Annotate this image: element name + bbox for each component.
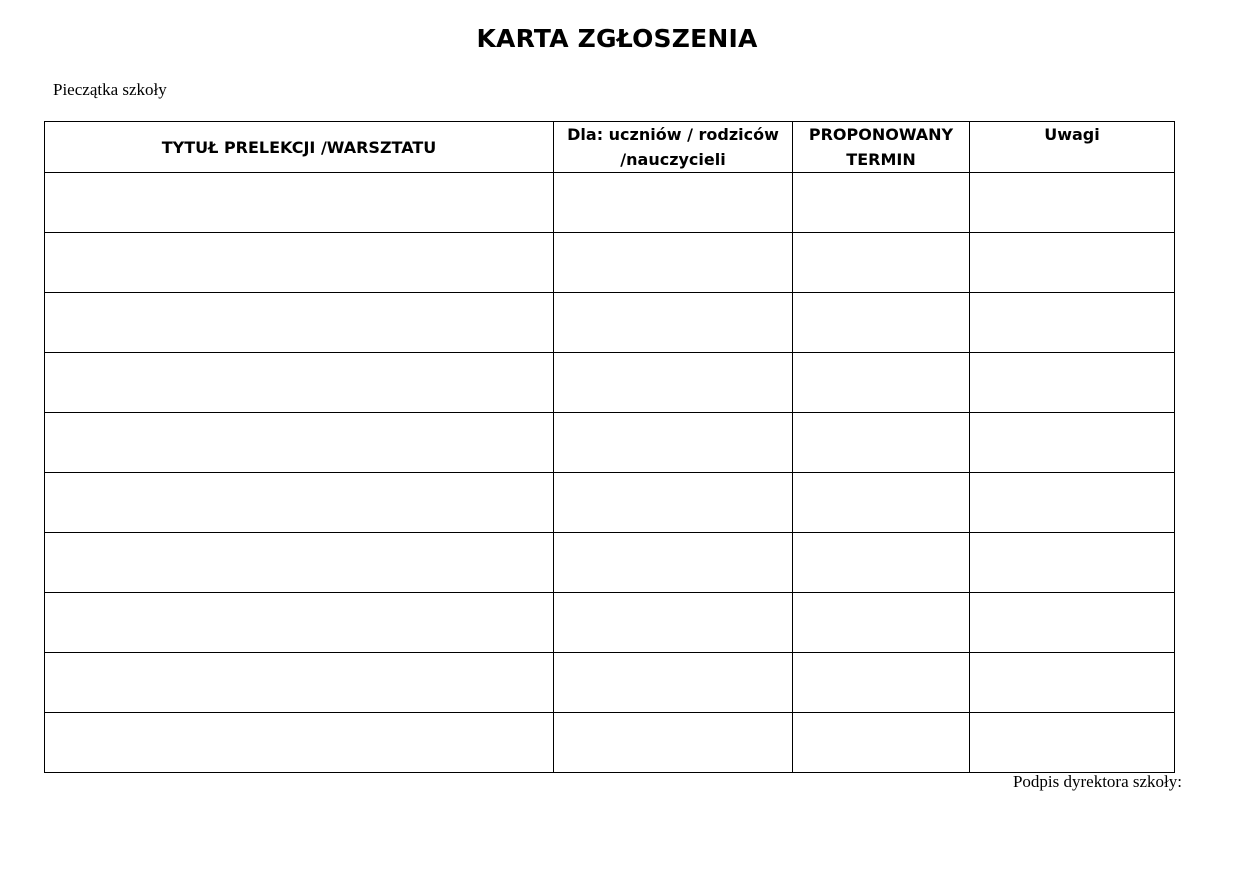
cell-title[interactable] bbox=[45, 533, 554, 593]
cell-proposed-date[interactable] bbox=[793, 713, 970, 773]
cell-notes[interactable] bbox=[970, 233, 1175, 293]
cell-audience[interactable] bbox=[554, 713, 793, 773]
cell-audience[interactable] bbox=[554, 173, 793, 233]
cell-notes[interactable] bbox=[970, 173, 1175, 233]
cell-proposed-date[interactable] bbox=[793, 173, 970, 233]
cell-proposed-date[interactable] bbox=[793, 653, 970, 713]
cell-title[interactable] bbox=[45, 353, 554, 413]
table-row bbox=[45, 593, 1175, 653]
cell-proposed-date[interactable] bbox=[793, 473, 970, 533]
column-header-audience: Dla: uczniów / rodziców /nauczycieli bbox=[554, 122, 793, 173]
application-table bbox=[44, 121, 1175, 773]
cell-notes[interactable] bbox=[970, 593, 1175, 653]
cell-audience[interactable] bbox=[554, 293, 793, 353]
cell-audience[interactable] bbox=[554, 533, 793, 593]
cell-notes[interactable] bbox=[970, 473, 1175, 533]
cell-notes[interactable] bbox=[970, 653, 1175, 713]
cell-audience[interactable] bbox=[554, 413, 793, 473]
table-row bbox=[45, 713, 1175, 773]
table-row bbox=[45, 413, 1175, 473]
table-row bbox=[45, 653, 1175, 713]
table-header-row bbox=[45, 122, 1175, 173]
cell-proposed-date[interactable] bbox=[793, 533, 970, 593]
cell-title[interactable] bbox=[45, 473, 554, 533]
cell-title[interactable] bbox=[45, 293, 554, 353]
principal-signature-label: Podpis dyrektora szkoły: bbox=[1012, 772, 1182, 791]
cell-audience[interactable] bbox=[554, 593, 793, 653]
cell-proposed-date[interactable] bbox=[793, 353, 970, 413]
table-row bbox=[45, 533, 1175, 593]
cell-notes[interactable] bbox=[970, 713, 1175, 773]
table-row bbox=[45, 173, 1175, 233]
cell-proposed-date[interactable] bbox=[793, 233, 970, 293]
cell-audience[interactable] bbox=[554, 233, 793, 293]
cell-title[interactable] bbox=[45, 713, 554, 773]
cell-title[interactable] bbox=[45, 413, 554, 473]
cell-proposed-date[interactable] bbox=[793, 593, 970, 653]
table-body bbox=[45, 173, 1175, 773]
cell-notes[interactable] bbox=[970, 353, 1175, 413]
cell-proposed-date[interactable] bbox=[793, 293, 970, 353]
column-header-title: TYTUŁ PRELEKCJI /WARSZTATU bbox=[45, 122, 554, 173]
cell-audience[interactable] bbox=[554, 473, 793, 533]
cell-audience[interactable] bbox=[554, 353, 793, 413]
school-stamp-label: Pieczątka szkoły bbox=[53, 80, 167, 99]
table-row bbox=[45, 353, 1175, 413]
table-row bbox=[45, 473, 1175, 533]
cell-proposed-date[interactable] bbox=[793, 413, 970, 473]
cell-audience[interactable] bbox=[554, 653, 793, 713]
cell-notes[interactable] bbox=[970, 293, 1175, 353]
cell-notes[interactable] bbox=[970, 413, 1175, 473]
page-title: KARTA ZGŁOSZENIA bbox=[476, 24, 758, 53]
table-row bbox=[45, 233, 1175, 293]
cell-title[interactable] bbox=[45, 173, 554, 233]
cell-title[interactable] bbox=[45, 233, 554, 293]
cell-title[interactable] bbox=[45, 653, 554, 713]
column-header-notes: Uwagi bbox=[970, 122, 1175, 173]
table-row bbox=[45, 293, 1175, 353]
cell-notes[interactable] bbox=[970, 533, 1175, 593]
cell-title[interactable] bbox=[45, 593, 554, 653]
column-header-proposed-date: PROPONOWANY TERMIN bbox=[793, 122, 970, 173]
